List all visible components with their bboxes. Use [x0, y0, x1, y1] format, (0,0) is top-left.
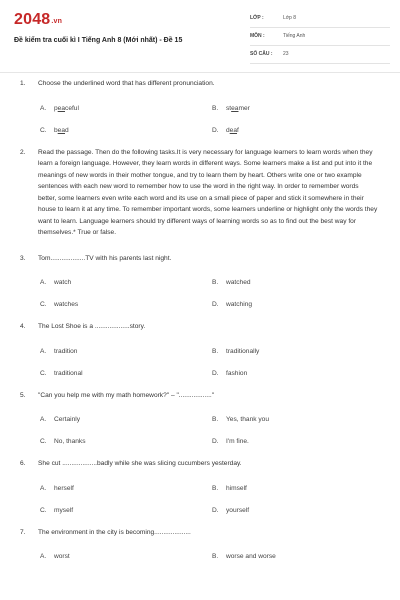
option-label: D.: [212, 126, 219, 134]
option-d[interactable]: [212, 507, 249, 514]
option-text: watching: [226, 301, 253, 308]
option-label: D.: [212, 506, 219, 514]
question-stem: [0, 147, 400, 239]
option-c[interactable]: [40, 370, 83, 377]
question-number: 4.: [20, 323, 26, 330]
option-label: C.: [40, 301, 47, 308]
question-stem: [0, 458, 400, 470]
option-label: C.: [40, 506, 47, 514]
option-a[interactable]: [40, 279, 71, 286]
exam-title: Đề kiểm tra cuối kì I Tiếng Anh 8 (Mới nhất) - Đề 15: [14, 37, 183, 44]
question-6: [0, 458, 400, 513]
question-5: [0, 390, 400, 445]
question-3: [0, 253, 400, 308]
question-text: Choose the underlined word that has different pronunciation.: [38, 80, 215, 87]
option-label: B.: [212, 279, 219, 286]
option-label: D.: [212, 438, 219, 445]
meta-value: 23: [283, 51, 289, 57]
option-text: worse and worse: [226, 553, 276, 560]
exam-meta: [250, 12, 390, 66]
answer-options: [0, 401, 400, 444]
option-b[interactable]: [212, 348, 259, 355]
meta-row-subject: [250, 30, 390, 46]
option-label: D.: [212, 369, 219, 377]
option-label: B.: [212, 484, 219, 492]
option-text: peaceful: [54, 104, 79, 112]
option-text: traditional: [54, 369, 83, 377]
meta-key: MÔN :: [250, 33, 265, 39]
option-label: B.: [212, 347, 219, 355]
option-label: A.: [40, 553, 47, 560]
option-label: B.: [212, 416, 219, 423]
answer-options: [0, 538, 400, 558]
option-text: Yes, thank you: [226, 416, 270, 423]
header-divider: [0, 72, 400, 73]
option-text: himself: [226, 484, 247, 492]
option-text: watches: [54, 301, 79, 308]
option-a[interactable]: [40, 485, 74, 492]
reading-passage: Read the passage. Then do the following tasks.It is very necessary for language learners to learn words when they learn a foreign language. However, they learn words in different ways. Some learners make a list and put into it the meanings of new words in their mother tongue, and try to learn them by heart. Others write one or two example sentences with each new word to remember how to use the word in the right way. In order to remember words better, some learners even write each word and its use on a small piece of paper and stick it somewhere in their house to learn it at any time. To remember important words, some learners underline or highlight only the words they want to learn. Language learners should try different ways of learning words so as to find out the best way for themselves.* True or false.: [38, 148, 378, 236]
option-b[interactable]: [212, 279, 251, 286]
option-label: C.: [40, 369, 47, 377]
option-b[interactable]: [212, 105, 250, 112]
question-number: 1.: [20, 80, 26, 87]
option-label: A.: [40, 416, 47, 423]
meta-row-class: [250, 12, 390, 28]
option-c[interactable]: [40, 507, 73, 514]
question-stem: [0, 321, 400, 333]
answer-options: [0, 264, 400, 307]
option-text: fashion: [226, 369, 248, 377]
option-text: watch: [54, 279, 72, 286]
option-b[interactable]: [212, 485, 247, 492]
question-number: 3.: [20, 254, 26, 262]
option-c[interactable]: [40, 301, 78, 308]
question-stem: [0, 78, 400, 90]
option-text: herself: [54, 484, 74, 492]
question-4: [0, 321, 400, 376]
answer-options: [0, 470, 400, 513]
option-text: No, thanks: [54, 438, 86, 445]
question-number: 5.: [20, 391, 26, 399]
option-a[interactable]: [40, 553, 70, 560]
option-text: steamer: [226, 104, 250, 112]
question-7: [0, 527, 400, 559]
option-label: D.: [212, 301, 219, 308]
logo-suffix: .vn: [51, 18, 63, 25]
answer-options: [0, 333, 400, 376]
meta-row-count: [250, 48, 390, 64]
option-text: tradition: [54, 347, 78, 355]
option-a[interactable]: [40, 348, 77, 355]
option-b[interactable]: [212, 416, 269, 423]
question-text: Tom...................TV with his parents last night.: [38, 254, 172, 262]
option-c[interactable]: [40, 438, 86, 445]
question-number: 6.: [20, 460, 26, 467]
question-stem: [0, 527, 400, 539]
page-header: [0, 0, 400, 72]
question-number: 7.: [20, 528, 26, 536]
option-label: B.: [212, 553, 219, 560]
meta-key: LỚP :: [250, 15, 264, 21]
option-text: I'm fine.: [226, 438, 249, 445]
option-a[interactable]: [40, 105, 79, 112]
question-number: 2.: [20, 148, 26, 156]
question-list: [0, 78, 400, 558]
option-text: deaf: [226, 126, 239, 134]
option-text: yourself: [226, 506, 250, 514]
option-text: Certainly: [54, 416, 81, 423]
question-text: "Can you help me with my math homework?" – "..................": [38, 391, 215, 399]
logo-text: 2048: [14, 11, 51, 28]
site-logo[interactable]: [14, 11, 62, 29]
option-label: C.: [40, 438, 47, 445]
meta-value: Tiếng Anh: [283, 33, 306, 39]
answer-options: [0, 90, 400, 133]
option-label: B.: [212, 104, 219, 112]
option-label: A.: [40, 104, 47, 112]
option-d[interactable]: [212, 127, 239, 134]
meta-value: Lớp 8: [283, 15, 297, 21]
question-stem: [0, 253, 400, 265]
question-text: The environment in the city is becoming....................: [38, 528, 191, 536]
option-label: A.: [40, 279, 47, 286]
option-d[interactable]: [212, 301, 252, 308]
question-text: She cut ...................badly while she was slicing cucumbers yesterday.: [38, 460, 242, 467]
option-a[interactable]: [40, 416, 80, 423]
option-text: traditionally: [226, 347, 260, 355]
option-label: A.: [40, 347, 47, 355]
option-b[interactable]: [212, 553, 276, 560]
option-d[interactable]: [212, 370, 247, 377]
question-text: The Lost Shoe is a ...................story.: [38, 323, 146, 330]
question-stem: [0, 390, 400, 402]
option-text: bead: [54, 126, 69, 134]
option-d[interactable]: [212, 438, 249, 445]
option-text: watched: [226, 279, 251, 286]
question-1: [0, 78, 400, 133]
option-text: worst: [54, 553, 70, 560]
option-text: myself: [54, 506, 74, 514]
option-label: C.: [40, 126, 47, 134]
meta-key: SỐ CÂU :: [250, 51, 273, 57]
option-c[interactable]: [40, 127, 69, 134]
option-label: A.: [40, 484, 47, 492]
question-2: [0, 147, 400, 239]
